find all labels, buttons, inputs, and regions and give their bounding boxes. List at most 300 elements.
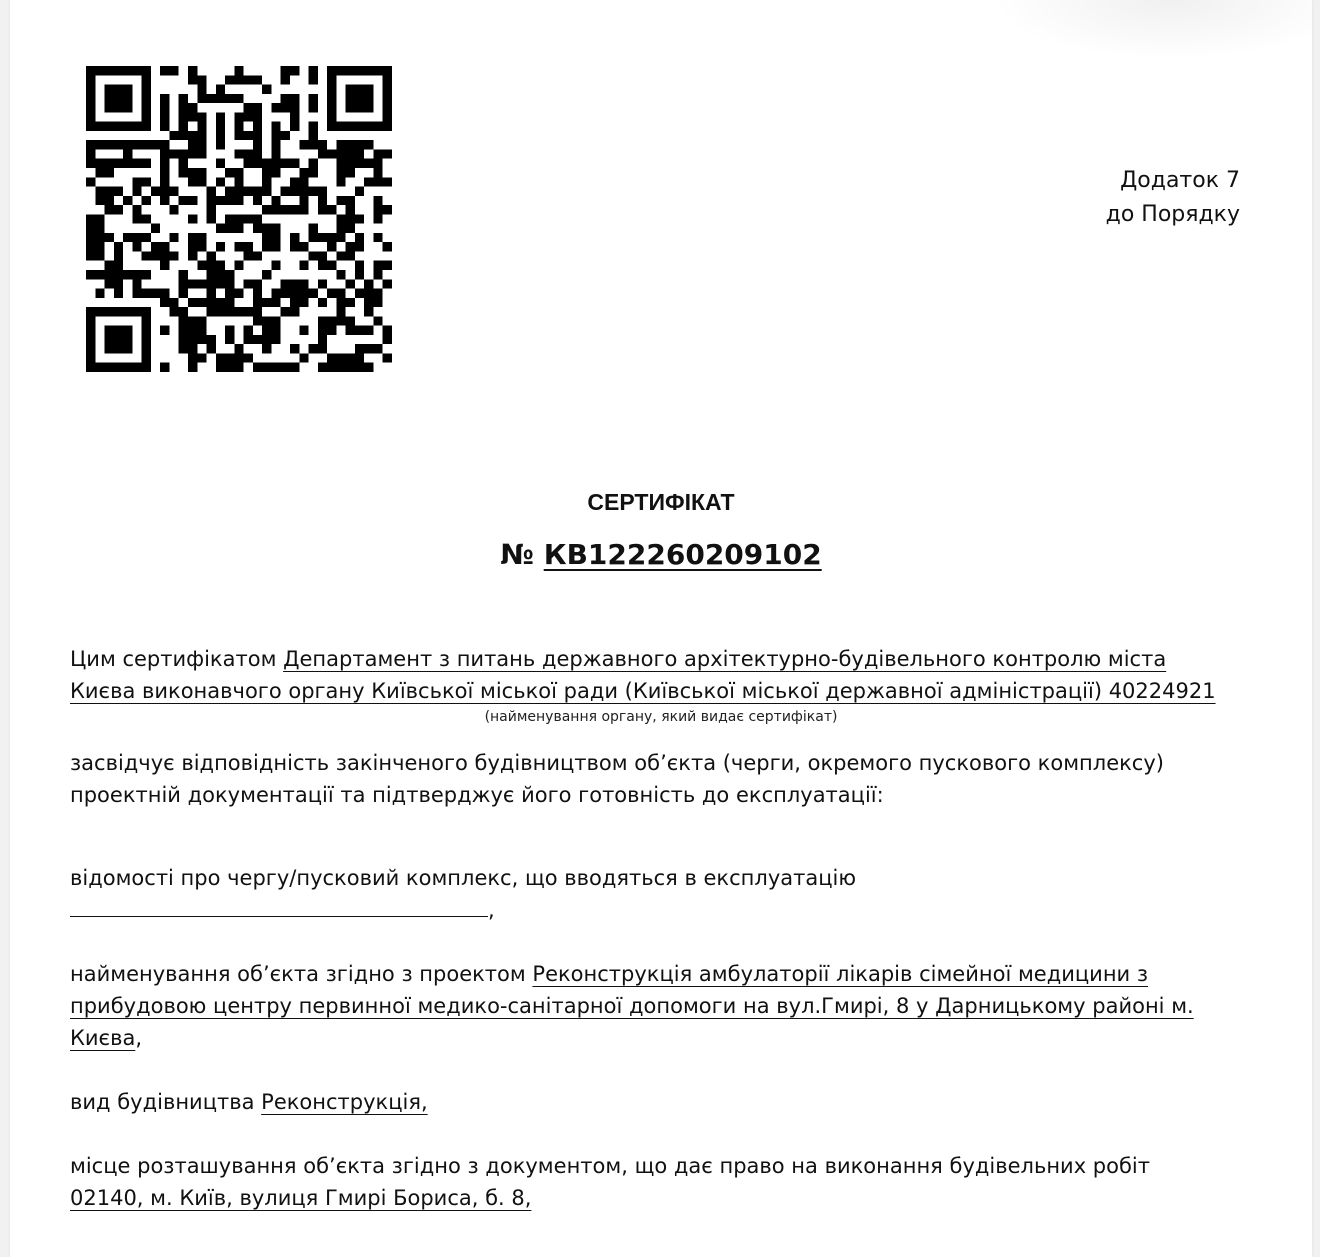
qr-module <box>244 75 253 84</box>
qr-module <box>262 159 271 168</box>
attests-paragraph <box>70 747 1250 811</box>
qr-module <box>327 261 336 270</box>
location <box>70 1150 1250 1214</box>
qr-module <box>234 196 243 205</box>
qr-module <box>132 187 141 196</box>
qr-module <box>105 140 114 149</box>
qr-module <box>188 112 197 121</box>
qr-module <box>253 307 262 316</box>
qr-module <box>114 85 123 94</box>
construction-type <box>70 1086 1250 1118</box>
qr-module <box>281 75 290 84</box>
qr-module <box>160 149 169 158</box>
qr-module <box>299 353 308 362</box>
qr-module <box>309 251 318 260</box>
qr-module <box>225 196 234 205</box>
qr-module <box>244 242 253 251</box>
qr-module <box>114 122 123 131</box>
qr-module <box>216 122 225 131</box>
qr-module <box>114 242 123 251</box>
qr-module <box>364 344 373 353</box>
qr-module <box>346 85 355 94</box>
qr-module <box>364 298 373 307</box>
qr-module <box>253 159 262 168</box>
qr-module <box>114 307 123 316</box>
qr-module <box>151 224 160 233</box>
qr-module <box>364 159 373 168</box>
qr-module <box>179 307 188 316</box>
qr-module <box>327 103 336 112</box>
qr-module <box>207 261 216 270</box>
qr-module <box>216 363 225 372</box>
qr-module <box>346 363 355 372</box>
qr-module <box>309 289 318 298</box>
qr-module <box>207 196 216 205</box>
qr-module <box>346 242 355 251</box>
qr-module <box>336 307 345 316</box>
qr-module <box>253 149 262 158</box>
number-value: КВ122260209102 <box>543 538 822 571</box>
qr-module <box>179 122 188 131</box>
qr-module <box>188 140 197 149</box>
stage-info-tail: , <box>488 898 495 922</box>
qr-module <box>151 187 160 196</box>
attests-line-1: засвідчує відповідність закінченого будівництвом об’єкта (черги, окремого пускового комплексу) <box>70 751 1164 775</box>
qr-module <box>188 344 197 353</box>
qr-module <box>253 187 262 196</box>
qr-module <box>262 205 271 214</box>
qr-module <box>197 177 206 186</box>
qr-module <box>132 270 141 279</box>
qr-module <box>299 140 308 149</box>
qr-module <box>234 307 243 316</box>
qr-module <box>327 353 336 362</box>
qr-module <box>271 159 280 168</box>
qr-module <box>179 168 188 177</box>
qr-module <box>188 279 197 288</box>
qr-module <box>197 94 206 103</box>
addendum-line-1: Додаток 7 <box>1120 168 1240 193</box>
qr-module <box>216 279 225 288</box>
qr-module <box>271 233 280 242</box>
qr-module <box>151 140 160 149</box>
qr-module <box>142 112 151 121</box>
qr-module <box>346 94 355 103</box>
qr-module <box>197 75 206 84</box>
qr-module <box>336 251 345 260</box>
qr-module <box>336 214 345 223</box>
qr-module <box>244 159 253 168</box>
qr-module <box>188 214 197 223</box>
qr-module <box>318 363 327 372</box>
qr-module <box>142 66 151 75</box>
qr-module <box>142 75 151 84</box>
qr-module <box>290 66 299 75</box>
qr-module <box>160 289 169 298</box>
addendum-line-2: до Порядку <box>1105 202 1240 227</box>
qr-module <box>253 224 262 233</box>
qr-module <box>253 140 262 149</box>
qr-module <box>299 177 308 186</box>
qr-module <box>318 149 327 158</box>
qr-module <box>207 298 216 307</box>
qr-module <box>290 233 299 242</box>
qr-module <box>373 205 382 214</box>
qr-module <box>355 214 364 223</box>
qr-module <box>114 270 123 279</box>
qr-module <box>188 251 197 260</box>
qr-module <box>132 279 141 288</box>
qr-module <box>318 261 327 270</box>
qr-module <box>86 307 95 316</box>
qr-module <box>262 233 271 242</box>
qr-module <box>123 270 132 279</box>
qr-module <box>355 159 364 168</box>
qr-module <box>373 344 382 353</box>
qr-module <box>281 307 290 316</box>
qr-module <box>262 298 271 307</box>
qr-module <box>132 214 141 223</box>
qr-module <box>373 196 382 205</box>
qr-module <box>86 224 95 233</box>
qr-module <box>327 85 336 94</box>
qr-module <box>86 353 95 362</box>
qr-module <box>105 307 114 316</box>
qr-module <box>299 242 308 251</box>
qr-module <box>179 289 188 298</box>
qr-module <box>179 279 188 288</box>
qr-module <box>95 196 104 205</box>
qr-module <box>336 122 345 131</box>
qr-module <box>160 187 169 196</box>
qr-module <box>132 307 141 316</box>
qr-module <box>123 149 132 158</box>
qr-module <box>373 270 382 279</box>
qr-module <box>86 251 95 260</box>
qr-module <box>179 196 188 205</box>
qr-module <box>309 122 318 131</box>
qr-module <box>271 298 280 307</box>
issuer-lead: Цим сертифікатом <box>70 647 284 671</box>
qr-module <box>207 289 216 298</box>
qr-module <box>299 261 308 270</box>
qr-module <box>142 103 151 112</box>
qr-module <box>132 233 141 242</box>
qr-module <box>253 112 262 121</box>
qr-module <box>318 251 327 260</box>
qr-module <box>188 168 197 177</box>
qr-module <box>216 261 225 270</box>
qr-module <box>179 316 188 325</box>
qr-module <box>151 251 160 260</box>
qr-module <box>132 122 141 131</box>
qr-module <box>123 307 132 316</box>
issuer-name-line-1: Департамент з питань державного архітектурно-будівельного контролю міста <box>283 647 1167 671</box>
qr-module <box>142 353 151 362</box>
qr-module <box>244 335 253 344</box>
qr-module <box>234 168 243 177</box>
qr-module <box>383 326 392 335</box>
qr-module <box>160 103 169 112</box>
qr-module <box>169 233 178 242</box>
qr-module <box>132 242 141 251</box>
qr-module <box>234 261 243 270</box>
qr-module <box>281 187 290 196</box>
qr-module <box>86 85 95 94</box>
construction-type-label: вид будівництва <box>70 1090 262 1114</box>
qr-module <box>132 289 141 298</box>
qr-module <box>262 344 271 353</box>
qr-module <box>299 298 308 307</box>
qr-module <box>142 344 151 353</box>
qr-module <box>290 112 299 121</box>
qr-module <box>327 326 336 335</box>
qr-module <box>105 159 114 168</box>
qr-module <box>142 363 151 372</box>
qr-module <box>271 131 280 140</box>
qr-module <box>105 196 114 205</box>
qr-module <box>86 242 95 251</box>
qr-module <box>355 66 364 75</box>
qr-module <box>373 289 382 298</box>
qr-module <box>281 289 290 298</box>
qr-module <box>86 270 95 279</box>
qr-module <box>225 224 234 233</box>
qr-module <box>281 131 290 140</box>
qr-module <box>234 75 243 84</box>
qr-module <box>336 270 345 279</box>
qr-module <box>271 224 280 233</box>
qr-module <box>95 66 104 75</box>
qr-module <box>271 261 280 270</box>
qr-module <box>364 289 373 298</box>
qr-module <box>373 298 382 307</box>
qr-module <box>271 103 280 112</box>
qr-module <box>169 131 178 140</box>
qr-module <box>216 242 225 251</box>
attests-line-2: проектній документації та підтверджує його готовність до експлуатації: <box>70 783 884 807</box>
qr-module <box>123 344 132 353</box>
qr-module <box>86 140 95 149</box>
object-name-line-1: Реконструкція амбулаторії лікарів сімейної медицини з <box>532 962 1149 986</box>
qr-module <box>364 177 373 186</box>
qr-module <box>299 326 308 335</box>
qr-module <box>225 307 234 316</box>
qr-module <box>327 66 336 75</box>
qr-module <box>309 75 318 84</box>
qr-module <box>95 289 104 298</box>
qr-module <box>169 149 178 158</box>
qr-module <box>318 344 327 353</box>
certificate-number <box>10 538 1312 571</box>
qr-module <box>327 205 336 214</box>
qr-module <box>355 344 364 353</box>
qr-module <box>86 316 95 325</box>
qr-module <box>188 316 197 325</box>
object-name <box>70 958 1250 1054</box>
qr-module <box>346 168 355 177</box>
qr-module <box>114 251 123 260</box>
qr-module <box>188 149 197 158</box>
qr-module <box>216 196 225 205</box>
qr-module <box>114 66 123 75</box>
qr-module <box>216 159 225 168</box>
qr-module <box>225 335 234 344</box>
qr-module <box>114 289 123 298</box>
qr-module <box>336 224 345 233</box>
stage-info <box>70 862 1250 926</box>
qr-module <box>244 326 253 335</box>
qr-module <box>262 168 271 177</box>
qr-module <box>336 233 345 242</box>
qr-module <box>355 149 364 158</box>
qr-module <box>290 298 299 307</box>
qr-module <box>383 112 392 121</box>
qr-module <box>114 187 123 196</box>
qr-module <box>105 168 114 177</box>
qr-module <box>216 94 225 103</box>
addendum-label <box>1106 164 1240 232</box>
qr-module <box>355 326 364 335</box>
qr-module <box>271 335 280 344</box>
qr-module <box>188 131 197 140</box>
qr-module <box>290 344 299 353</box>
qr-module <box>253 316 262 325</box>
qr-module <box>262 335 271 344</box>
qr-module <box>160 159 169 168</box>
qr-module <box>114 363 123 372</box>
qr-module <box>207 251 216 260</box>
qr-module <box>207 94 216 103</box>
qr-module <box>95 307 104 316</box>
qr-module <box>262 326 271 335</box>
qr-module <box>318 298 327 307</box>
qr-module <box>114 279 123 288</box>
qr-module <box>346 196 355 205</box>
qr-module <box>290 94 299 103</box>
qr-module <box>160 298 169 307</box>
qr-module <box>253 196 262 205</box>
qr-module <box>132 66 141 75</box>
qr-module <box>383 94 392 103</box>
qr-module <box>95 168 104 177</box>
qr-module <box>105 205 114 214</box>
qr-module <box>216 224 225 233</box>
qr-module <box>197 298 206 307</box>
qr-module <box>290 177 299 186</box>
qr-module <box>271 242 280 251</box>
qr-module <box>336 140 345 149</box>
qr-module <box>95 214 104 223</box>
qr-module <box>290 187 299 196</box>
qr-module <box>253 75 262 84</box>
qr-module <box>216 270 225 279</box>
qr-module <box>262 187 271 196</box>
qr-module <box>105 270 114 279</box>
qr-module <box>290 205 299 214</box>
qr-module <box>114 205 123 214</box>
qr-module <box>373 177 382 186</box>
qr-module <box>234 66 243 75</box>
issuer-name-line-2: Києва виконавчого органу Київської міської ради (Київської міської державної адміністрації) 40224921 <box>70 679 1216 703</box>
qr-module <box>142 85 151 94</box>
qr-module <box>318 205 327 214</box>
qr-module <box>318 279 327 288</box>
qr-module <box>336 168 345 177</box>
qr-module <box>169 187 178 196</box>
qr-module <box>142 196 151 205</box>
qr-module <box>225 187 234 196</box>
qr-module <box>188 363 197 372</box>
qr-module <box>299 168 308 177</box>
qr-module <box>253 363 262 372</box>
qr-module <box>160 112 169 121</box>
qr-module <box>299 196 308 205</box>
qr-module <box>123 233 132 242</box>
qr-module <box>142 335 151 344</box>
qr-module <box>86 344 95 353</box>
qr-module <box>86 122 95 131</box>
qr-module <box>336 289 345 298</box>
qr-module <box>160 177 169 186</box>
qr-module <box>179 94 188 103</box>
qr-module <box>179 112 188 121</box>
issuer-caption: (найменування органу, який видає сертифікат) <box>484 709 838 725</box>
qr-module <box>132 159 141 168</box>
qr-module <box>281 205 290 214</box>
object-name-label: найменування об’єкта згідно з проектом <box>70 962 533 986</box>
qr-module <box>383 335 392 344</box>
qr-module <box>290 242 299 251</box>
qr-module <box>327 289 336 298</box>
qr-module <box>364 326 373 335</box>
qr-module <box>216 131 225 140</box>
qr-module <box>309 103 318 112</box>
qr-module <box>281 66 290 75</box>
qr-module <box>207 335 216 344</box>
qr-module <box>346 279 355 288</box>
qr-module <box>346 140 355 149</box>
qr-module <box>253 335 262 344</box>
qr-module <box>225 270 234 279</box>
qr-module <box>105 344 114 353</box>
qr-module <box>383 353 392 362</box>
qr-module <box>271 196 280 205</box>
qr-module <box>234 112 243 121</box>
qr-module <box>105 233 114 242</box>
qr-module <box>355 353 364 362</box>
qr-module <box>160 261 169 270</box>
qr-module <box>151 242 160 251</box>
stage-info-label: відомості про чергу/пусковий комплекс, що вводяться в експлуатацію <box>70 866 857 890</box>
qr-module <box>123 122 132 131</box>
qr-module <box>142 122 151 131</box>
qr-module <box>234 353 243 362</box>
qr-module <box>142 326 151 335</box>
qr-module <box>225 168 234 177</box>
qr-module <box>142 94 151 103</box>
qr-module <box>364 140 373 149</box>
qr-module <box>364 279 373 288</box>
qr-module <box>179 335 188 344</box>
qr-module <box>95 270 104 279</box>
qr-module <box>253 214 262 223</box>
qr-module <box>234 214 243 223</box>
qr-module <box>225 289 234 298</box>
qr-module <box>318 140 327 149</box>
qr-module <box>179 149 188 158</box>
qr-module <box>383 103 392 112</box>
